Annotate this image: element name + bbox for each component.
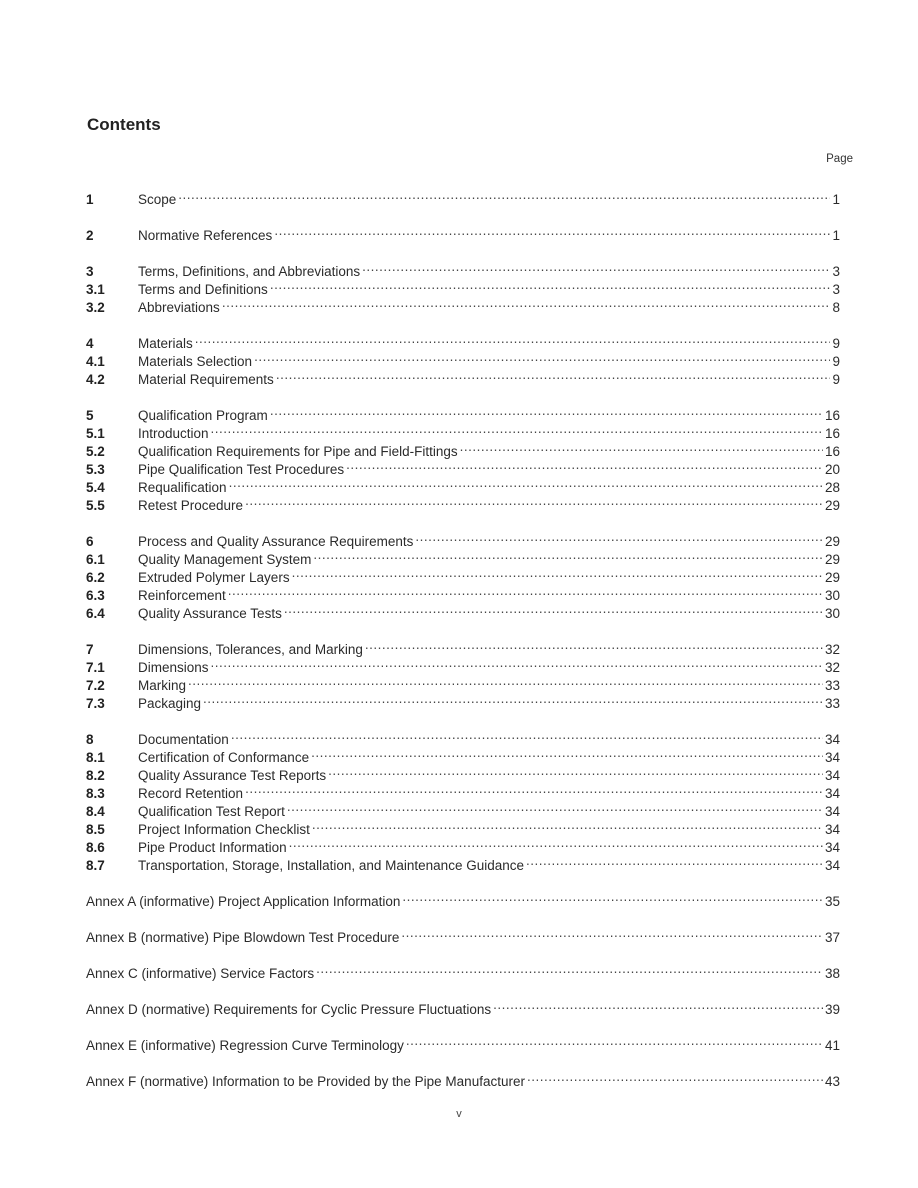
toc-annex-page: 43 [824,1074,840,1089]
toc-entry[interactable] [86,636,840,657]
toc-entry-title: Record Retention [138,786,244,801]
toc-entry[interactable] [86,690,840,711]
toc-entry-page: 34 [824,750,840,765]
toc-entry-title: Scope [138,192,177,207]
toc-entry-title: Marking [138,678,187,693]
toc-entry-title: Quality Management System [138,552,312,567]
dot-leader [188,672,823,690]
toc-entry-number: 6.1 [86,552,105,567]
dot-leader [311,744,823,762]
toc-entry-number: 6 [86,534,94,549]
toc-entry-title: Documentation [138,732,229,747]
dot-leader [228,582,823,600]
toc-entry-title: Packaging [138,696,202,711]
toc-section-group [86,186,840,207]
dot-leader [203,690,823,708]
toc-section-group [86,330,840,387]
toc-entry-number: 3 [86,264,94,279]
toc-entry-title: Dimensions [138,660,209,675]
toc-entry-page: 34 [824,768,840,783]
toc-entry-page: 3 [832,264,840,279]
toc-entry-title: Qualification Program [138,408,268,423]
toc-entry-number: 4 [86,336,94,351]
toc-entry-page: 34 [824,858,840,873]
toc-entry-number: 5.4 [86,480,105,495]
dot-leader [245,492,823,510]
dot-leader [316,960,823,978]
toc-entry-page: 16 [824,408,840,423]
page-column-label: Page [826,153,853,165]
toc-entry-page: 20 [824,462,840,477]
toc-entry-number: 8.5 [86,822,105,837]
toc-annex-title: Annex D (normative) Requirements for Cyclic Pressure Fluctuations [86,1002,492,1017]
toc-annex-title: Annex F (normative) Information to be Provided by the Pipe Manufacturer [86,1074,525,1089]
toc-entry-number: 6.3 [86,588,105,603]
toc-entry-page: 1 [832,192,840,207]
toc-annex-title: Annex C (informative) Service Factors [86,966,315,981]
toc-section-group [86,222,840,243]
toc-entry-title: Terms, Definitions, and Abbreviations [138,264,361,279]
toc-entry-number: 8.1 [86,750,105,765]
dot-leader [211,420,823,438]
toc-annex-entry[interactable] [86,960,840,981]
toc-entry-page: 34 [824,786,840,801]
toc-entry-number: 3.2 [86,300,105,315]
toc-entry-title: Qualification Test Report [138,804,285,819]
toc-entry-title: Normative References [138,228,273,243]
toc-entry-page: 8 [832,300,840,315]
dot-leader [195,330,831,348]
dot-leader [312,816,823,834]
toc-entry-page: 16 [824,444,840,459]
toc-annex-title: Annex A (informative) Project Application Information [86,894,401,909]
toc-entry-page: 30 [824,606,840,621]
toc-section-group [86,258,840,315]
toc-entry-title: Materials Selection [138,354,253,369]
toc-entry-title: Terms and Definitions [138,282,268,297]
dot-leader [292,564,823,582]
toc-entry-number: 7.2 [86,678,105,693]
dot-leader [231,726,823,744]
toc-entry-number: 8.7 [86,858,105,873]
toc-entry-page: 34 [824,732,840,747]
dot-leader [211,654,823,672]
table-of-contents [86,186,840,1104]
toc-entry-title: Qualification Requirements for Pipe and Field-Fittings [138,444,458,459]
toc-entry-page: 34 [824,822,840,837]
toc-entry-number: 2 [86,228,94,243]
toc-section-group [86,402,840,513]
toc-entry-page: 32 [824,642,840,657]
dot-leader [362,258,830,276]
toc-entry-page: 29 [824,570,840,585]
toc-entry-title: Introduction [138,426,209,441]
toc-annex-entry[interactable] [86,1068,840,1089]
toc-annex-page: 37 [824,930,840,945]
dot-leader [284,600,823,618]
page-footer-number: v [456,1108,462,1120]
dot-leader [229,474,823,492]
toc-entry-title: Transportation, Storage, Installation, and Maintenance Guidance [138,858,524,873]
toc-entry[interactable] [86,402,840,423]
toc-entry[interactable] [86,186,840,207]
dot-leader [313,546,823,564]
dot-leader [406,1032,823,1050]
dot-leader [274,222,830,240]
dot-leader [270,276,831,294]
dot-leader [222,294,831,312]
toc-entry[interactable] [86,672,840,693]
toc-entry-title: Material Requirements [138,372,274,387]
toc-entry-page: 33 [824,678,840,693]
toc-entry-page: 30 [824,588,840,603]
toc-entry-title: Materials [138,336,193,351]
dot-leader [415,528,823,546]
toc-entry-number: 4.1 [86,354,105,369]
toc-entry-title: Quality Assurance Test Reports [138,768,327,783]
toc-entry-number: 7.1 [86,660,105,675]
dot-leader [460,438,823,456]
dot-leader [365,636,823,654]
contents-heading: Contents [87,115,161,134]
toc-entry-page: 1 [832,228,840,243]
toc-entry-page: 29 [824,534,840,549]
dot-leader [289,834,823,852]
toc-entry[interactable] [86,222,840,243]
toc-entry-page: 32 [824,660,840,675]
toc-entry-title: Requalification [138,480,227,495]
toc-annex-entry[interactable] [86,1032,840,1053]
toc-entry[interactable] [86,726,840,747]
toc-entry-title: Pipe Product Information [138,840,287,855]
toc-entry-title: Abbreviations [138,300,220,315]
toc-entry-title: Quality Assurance Tests [138,606,282,621]
dot-leader [527,1068,823,1086]
dot-leader [493,996,823,1014]
toc-entry-number: 7.3 [86,696,105,711]
dot-leader [402,888,823,906]
dot-leader [346,456,823,474]
toc-entry-page: 3 [832,282,840,297]
toc-annex-page: 39 [824,1002,840,1017]
toc-annex-title: Annex B (normative) Pipe Blowdown Test Procedure [86,930,400,945]
toc-entry-page: 34 [824,804,840,819]
toc-entry-title: Pipe Qualification Test Procedures [138,462,345,477]
dot-leader [526,852,823,870]
toc-entry-number: 5 [86,408,94,423]
toc-entry-page: 33 [824,696,840,711]
toc-section-group [86,726,840,873]
toc-section-group [86,528,840,621]
dot-leader [270,402,823,420]
toc-entry-title: Extruded Polymer Layers [138,570,290,585]
dot-leader [178,186,830,204]
toc-entry-number: 5.5 [86,498,105,513]
toc-entry[interactable] [86,330,840,351]
toc-entry-page: 16 [824,426,840,441]
toc-entry-title: Process and Quality Assurance Requirements [138,534,414,549]
toc-entry-number: 5.1 [86,426,105,441]
toc-section-group [86,636,840,711]
toc-entry-page: 29 [824,552,840,567]
toc-annex-entry[interactable] [86,924,840,945]
toc-annex-entry[interactable] [86,888,840,909]
dot-leader [401,924,823,942]
toc-entry-number: 8.6 [86,840,105,855]
dot-leader [254,348,830,366]
toc-entry-page: 28 [824,480,840,495]
toc-entry-page: 9 [832,354,840,369]
toc-entry-page: 34 [824,840,840,855]
toc-entry-page: 9 [832,372,840,387]
toc-entry-title: Dimensions, Tolerances, and Marking [138,642,363,657]
dot-leader [245,780,823,798]
toc-entry-number: 7 [86,642,94,657]
dot-leader [287,798,823,816]
toc-annex-page: 38 [824,966,840,981]
toc-entry-page: 9 [832,336,840,351]
toc-entry-number: 8.3 [86,786,105,801]
toc-entry-number: 8.2 [86,768,105,783]
toc-annex-entry[interactable] [86,996,840,1017]
toc-entry[interactable] [86,348,840,369]
toc-entry-number: 6.2 [86,570,105,585]
toc-entry-page: 29 [824,498,840,513]
toc-entry-number: 3.1 [86,282,105,297]
toc-entry-title: Retest Procedure [138,498,244,513]
toc-annex-page: 41 [824,1038,840,1053]
toc-entry-number: 6.4 [86,606,105,621]
toc-entry[interactable] [86,258,840,279]
toc-entry-number: 5.2 [86,444,105,459]
toc-entry[interactable] [86,528,840,549]
toc-entry-number: 8.4 [86,804,105,819]
toc-entry-number: 8 [86,732,94,747]
toc-entry-title: Reinforcement [138,588,226,603]
toc-annex-page: 35 [824,894,840,909]
toc-annex-title: Annex E (informative) Regression Curve Terminology [86,1038,404,1053]
toc-entry-title: Certification of Conformance [138,750,310,765]
dot-leader [328,762,823,780]
toc-entry-title: Project Information Checklist [138,822,310,837]
dot-leader [276,366,831,384]
toc-entry-number: 4.2 [86,372,105,387]
toc-entry-number: 5.3 [86,462,105,477]
toc-entry-number: 1 [86,192,94,207]
